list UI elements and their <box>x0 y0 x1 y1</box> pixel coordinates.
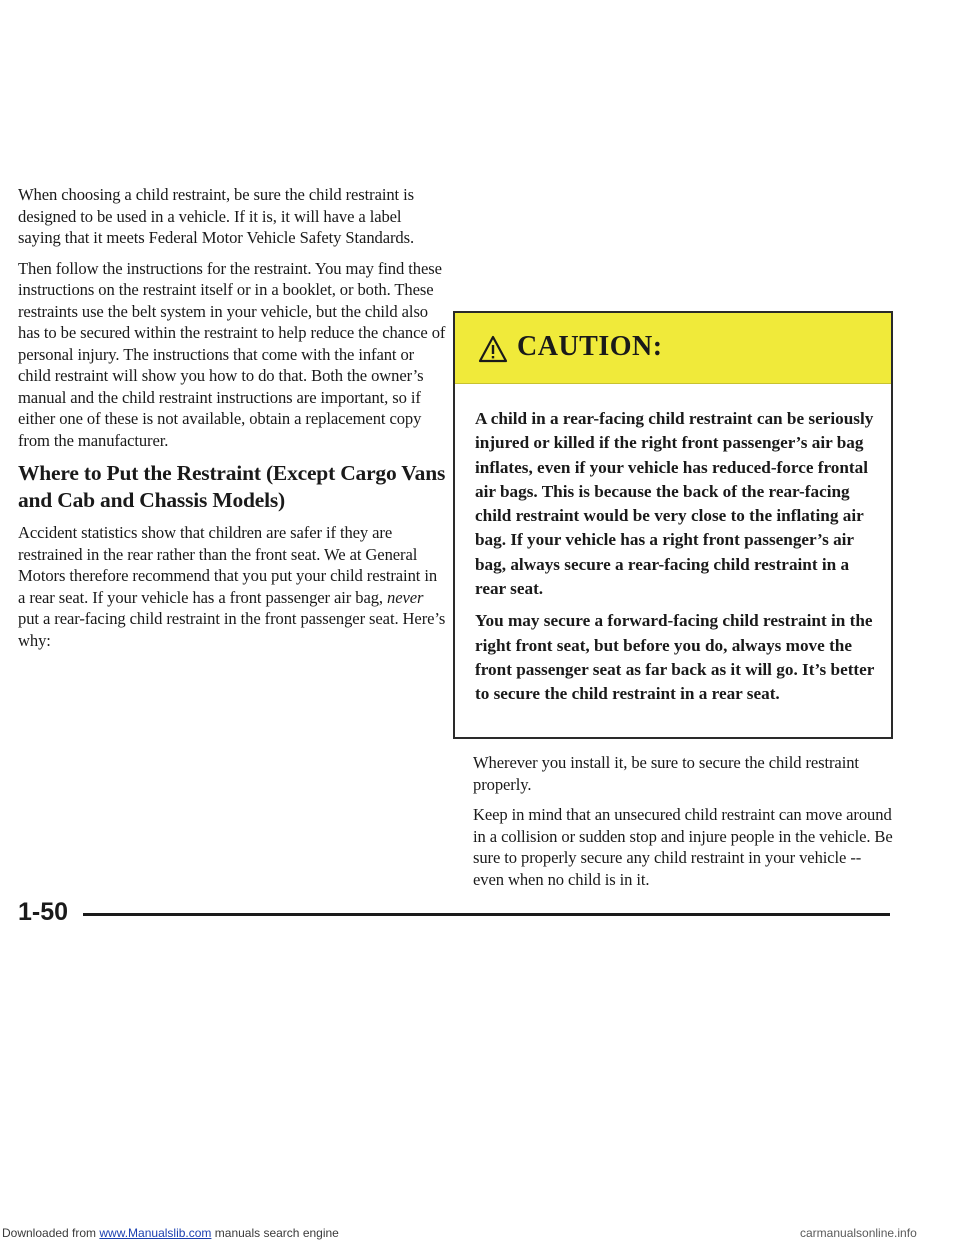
statistics-paragraph <box>18 522 446 651</box>
never-emphasis: never <box>387 587 424 607</box>
caution-body <box>475 407 875 715</box>
caution-paragraph-forward-facing: You may secure a forward-facing child restraint in the right front seat, but before you do, always move the front passenger seat as far back as it will go. It’s better to secure the child restraint in a rear seat. <box>475 611 875 704</box>
right-column <box>473 752 893 899</box>
caution-box <box>453 311 893 739</box>
footer-suffix: manuals search engine <box>211 1226 339 1240</box>
statistics-text-end: put a rear-facing child restraint in the front passenger seat. Here’s why: <box>18 609 446 650</box>
caution-paragraph-rear-facing: A child in a rear-facing child restraint can be seriously injured or killed if the right front passenger’s air bag inflates, even if your vehicle has reduced-force frontal air bags. This is because the back of the rear-facing child restraint would be very close to the inflating air bag. If your vehicle has a right front passenger’s air bag, always secure a rear-facing child restraint in a rear seat. <box>475 409 874 599</box>
statistics-text-start: Accident statistics show that children are safer if they are restrained in the rear rather than the front seat. We at General Motors therefore recommend that you put your child restraint in a rear seat. If your vehicle has a front passenger air bag, <box>18 523 438 607</box>
manualslib-link[interactable]: www.Manualslib.com <box>99 1226 212 1240</box>
page-number: 1-50 <box>18 898 69 926</box>
watermark: carmanualsonline.info <box>800 1226 917 1240</box>
caution-header <box>455 313 891 384</box>
instructions-paragraph: Then follow the instructions for the restraint. You may find these instructions on the restraint itself or in a booklet, or both. These restraints use the belt system in your vehicle, but the child also has to be secured within the restraint to help reduce the chance of personal injury. The instructions that come with the infant or child restraint will show you how to do that. Both the owner’s manual and the child restraint instructions are important, so if either one of these is not available, obtain a replacement copy from the manufacturer. <box>18 258 446 450</box>
section-heading: Where to Put the Restraint (Except Cargo Vans and Cab and Chassis Models) <box>18 461 446 512</box>
caution-title: CAUTION: <box>517 331 663 362</box>
footer-rule <box>83 913 890 916</box>
warning-triangle-icon <box>478 335 508 363</box>
install-paragraph: Wherever you install it, be sure to secure the child restraint properly. <box>473 753 859 794</box>
left-column <box>18 184 446 660</box>
unsecured-paragraph: Keep in mind that an unsecured child restraint can move around in a collision or sudden stop and injure people in the vehicle. Be sure to properly secure any child restraint in your vehicle -- even when no child is in it. <box>473 805 893 889</box>
download-footer <box>2 1226 339 1240</box>
footer-prefix: Downloaded from <box>2 1226 100 1240</box>
intro-paragraph: When choosing a child restraint, be sure the child restraint is designed to be used in a vehicle. If it is, it will have a label saying that it meets Federal Motor Vehicle Safety Standards. <box>18 185 415 247</box>
